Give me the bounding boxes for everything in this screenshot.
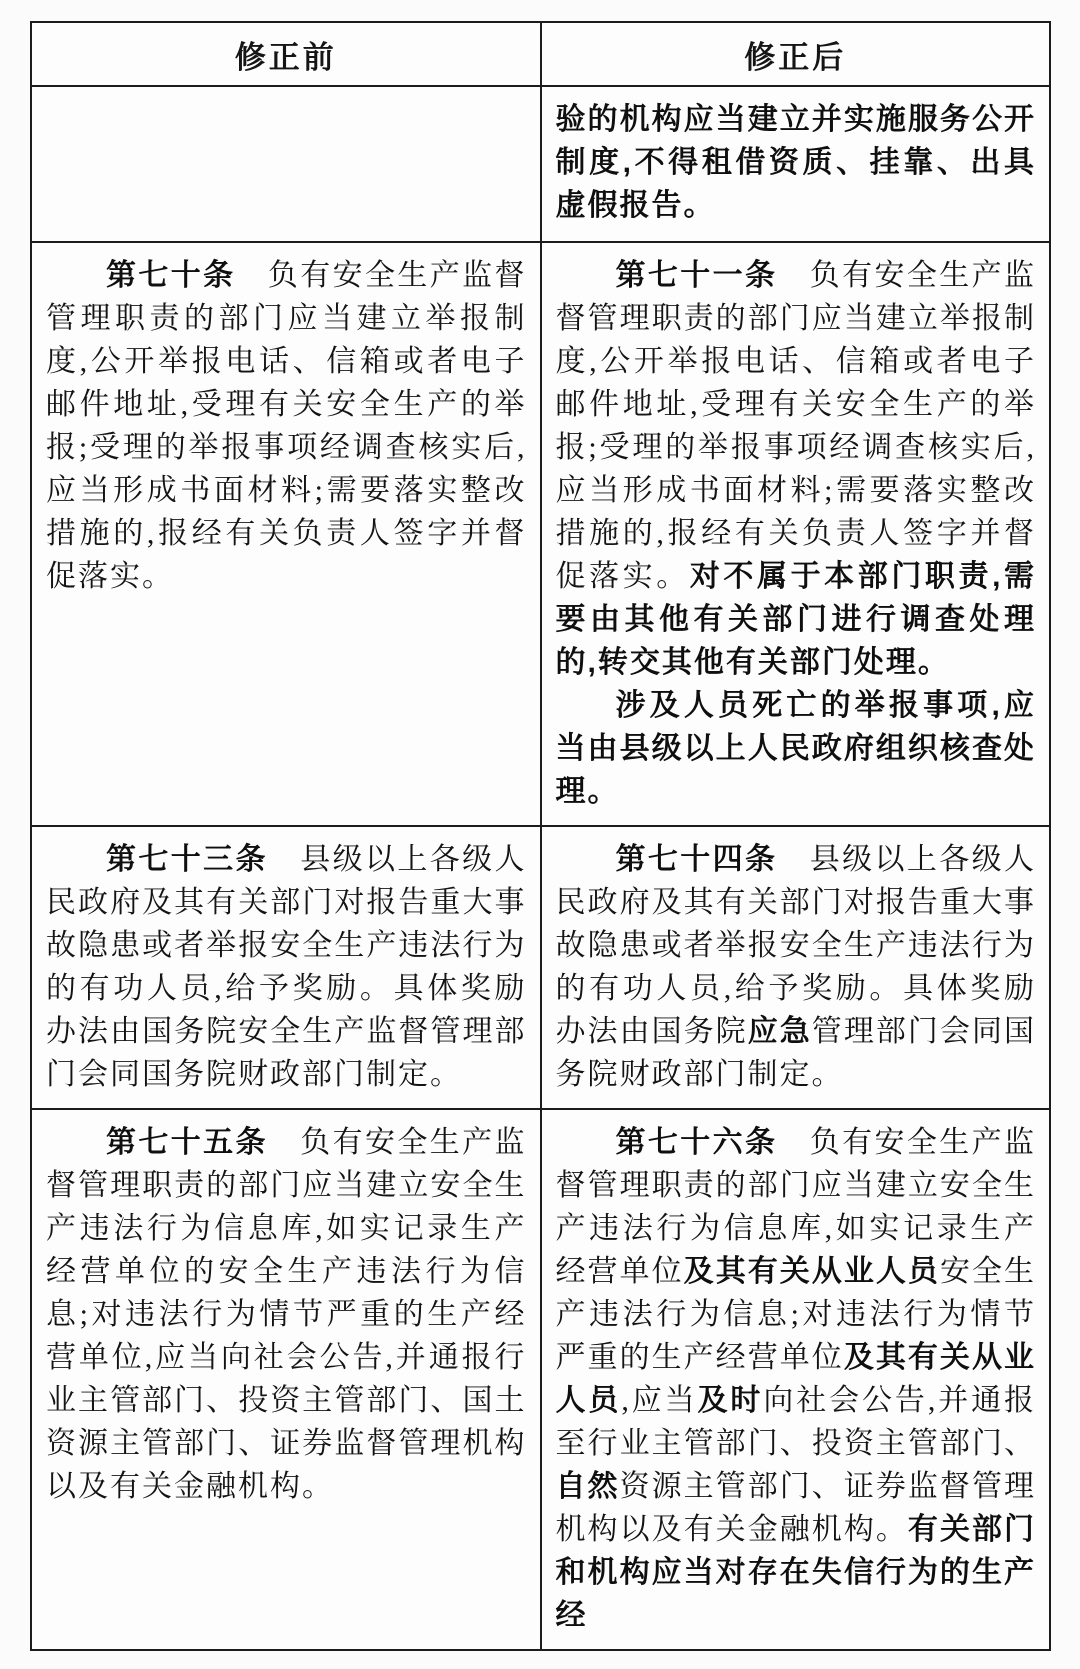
- amended-text-run: 验的机构应当建立并实施服务公开制度,不得租借资质、挂靠、出具虚假报告。: [555, 103, 1036, 222]
- table-row: [31, 242, 1050, 826]
- amended-text-run: 自然: [555, 1470, 620, 1503]
- table-cell: [31, 1109, 541, 1650]
- paragraph: [556, 1121, 1037, 1637]
- table-body: [31, 86, 1050, 1650]
- amendment-comparison-table: [30, 21, 1051, 1651]
- paragraph: [556, 684, 1037, 813]
- text-run: 向社会公告,并通报至行业主管部门、投资主管部门、: [555, 1384, 1037, 1460]
- text-run: 负有安全生产监督管理职责的部门应当建立举报制度,公开举报电话、信箱或者电子邮件地址,受理有关安全生产的举报;受理的举报事项经调查核实后,应当形成书面材料;需要落实整改措施的,报经有关负责人签字并督促落实。: [46, 259, 527, 593]
- amended-text-run: 第七十四条: [615, 843, 778, 876]
- text-run: 县级以上各级人民政府及其有关部门对报告重大事故隐患或者举报安全生产违法行为的有功人员,给予奖励。具体奖励办法由国务院: [555, 843, 1036, 1048]
- table-cell: [31, 826, 541, 1109]
- amended-text-run: 应急: [747, 1015, 812, 1048]
- column-header-after: 修正后: [541, 22, 1051, 86]
- table-cell: [31, 242, 541, 826]
- amended-text-run: 第七十一条: [615, 259, 778, 292]
- amended-text-run: 第七十三条: [106, 843, 268, 876]
- amended-text-run: 第七十条: [106, 259, 236, 292]
- amended-text-run: 有关部门和机构应当对存在失信行为的生产经: [555, 1513, 1037, 1632]
- table-row: [31, 86, 1050, 242]
- text-run: 管理部门会同国务院财政部门制定。: [555, 1015, 1037, 1091]
- paragraph: [46, 1121, 527, 1508]
- text-run: 严重的生产经营单位: [555, 1341, 844, 1374]
- text-run: 负有安全生产监督管理职责的部门应当建立举报制度,公开举报电话、信箱或者电子邮件地址,受理有关安全生产的举报;受理的举报事项经调查核实后,应当形成书面材料;需要落实整改措施的,报经有关负责人签字并督促落实。: [555, 259, 1036, 593]
- paragraph: [46, 254, 527, 598]
- table-row: [31, 826, 1050, 1109]
- amended-text-run: 第七十六条: [615, 1126, 778, 1159]
- paragraph: [556, 98, 1037, 227]
- text-run: 安全生产违法行为信息;对违法行为情节: [555, 1255, 1037, 1331]
- column-header-before: 修正前: [31, 22, 541, 86]
- text-run: 负有安全生产监督管理职责的部门应当建立安全生产违法行为信息库,如实记录生产经营单位: [555, 1126, 1036, 1288]
- amended-text-run: 及其有关从业人员: [555, 1341, 1037, 1417]
- text-run: 资源主管部门、证券监督管理机构以及有关金融机构。: [555, 1470, 1037, 1546]
- amended-text-run: 及时: [697, 1384, 764, 1417]
- table-cell: [541, 1109, 1051, 1650]
- text-run: 县级以上各级人民政府及其有关部门对报告重大事故隐患或者举报安全生产违法行为的有功人员,给予奖励。具体奖励办法由国务院安全生产监督管理部门会同国务院财政部门制定。: [46, 843, 527, 1091]
- table-header: [31, 22, 1050, 86]
- table-cell: [541, 826, 1051, 1109]
- text-run: 负有安全生产监督管理职责的部门应当建立安全生产违法行为信息库,如实记录生产经营单位的安全生产违法行为信息;对违法行为情节严重的生产经营单位,应当向社会公告,并通报行业主管部门、投资主管部门、国土资源主管部门、证券监督管理机构以及有关金融机构。: [46, 1126, 527, 1503]
- paragraph: [556, 838, 1037, 1096]
- table-cell: [31, 86, 541, 242]
- header-row: [31, 22, 1050, 86]
- paragraph: [46, 838, 527, 1096]
- table-cell: [541, 242, 1051, 826]
- amended-text-run: 涉及人员死亡的举报事项,应当由县级以上人民政府组织核查处理。: [555, 689, 1036, 808]
- table-cell: [541, 86, 1051, 242]
- amended-text-run: 第七十五条: [106, 1126, 268, 1159]
- table-row: [31, 1109, 1050, 1650]
- text-run: ,应当: [621, 1384, 698, 1417]
- paragraph: [556, 254, 1037, 684]
- amended-text-run: 及其有关从业人员: [683, 1255, 940, 1288]
- amended-text-run: 对不属于本部门职责,需要由其他有关部门进行调查处理的,转交其他有关部门处理。: [555, 560, 1037, 679]
